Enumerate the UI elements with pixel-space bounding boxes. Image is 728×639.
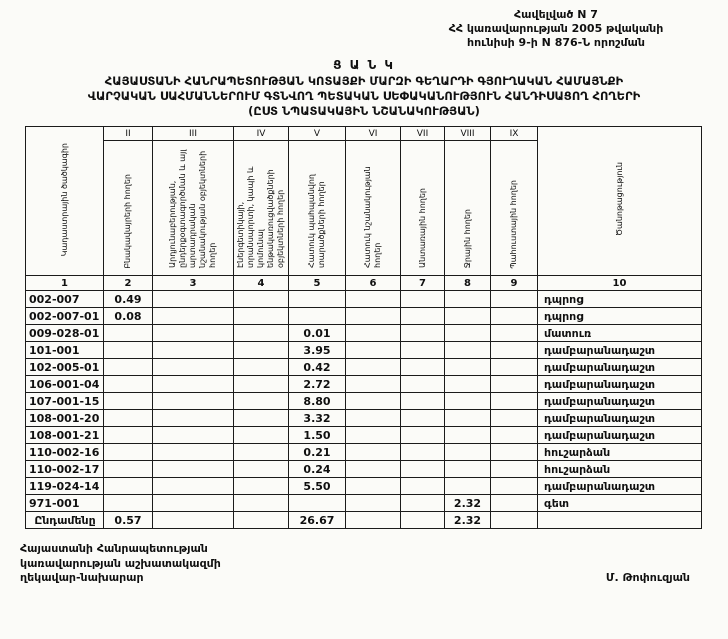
area-value-cell: [445, 342, 491, 359]
area-value-cell: [346, 393, 401, 410]
roman-numeral-iii: III: [153, 127, 234, 141]
purpose-note-cell: դամբարանադաշտ: [538, 359, 702, 376]
table-row: [26, 376, 702, 393]
area-value-cell: [346, 376, 401, 393]
area-value-cell: [346, 512, 401, 529]
table-body: [26, 291, 702, 529]
list-heading: Ց Ա Ն Կ: [333, 58, 395, 73]
table-row: [26, 308, 702, 325]
area-value-cell: [234, 342, 289, 359]
area-value-cell: [401, 512, 445, 529]
purpose-note-cell: դամբարանադաշտ: [538, 427, 702, 444]
appendix-line-3: հունիսի 9-ի N 876-Ն որոշման: [467, 35, 645, 49]
column-header-water-lands: Ջրային հողեր: [445, 141, 491, 276]
area-value-cell: [491, 478, 538, 495]
area-value-cell: [153, 308, 234, 325]
document-title-line-2: ՎԱՐՉԱԿԱՆ ՍԱՀՄԱՆՆԵՐՈՒՄ ԳՏՆՎՈՂ ՊԵՏԱԿԱՆ ՍԵՓԱԿԱՆՈՒԹՅՈՒՆ ՀԱՆԴԻՍԱՑՈՂ ՀՈՂԵՐԻ: [87, 88, 641, 103]
area-value-cell: [491, 444, 538, 461]
area-value-cell: 5.50: [289, 478, 346, 495]
area-value-cell: [153, 291, 234, 308]
cadastral-code-cell: 002-007-01: [26, 308, 104, 325]
column-number: 9: [491, 276, 538, 291]
area-value-cell: [401, 410, 445, 427]
area-value-cell: [491, 393, 538, 410]
area-value-cell: [445, 359, 491, 376]
land-category-table: [25, 126, 702, 529]
table-row: [26, 325, 702, 342]
area-value-cell: [153, 410, 234, 427]
signatory-title-line-3: ղեկավար-նախարար: [20, 571, 144, 584]
area-value-cell: [445, 427, 491, 444]
roman-numeral-iv: IV: [234, 127, 289, 141]
area-value-cell: [445, 461, 491, 478]
area-value-cell: [346, 427, 401, 444]
cadastral-code-cell: 002-007: [26, 291, 104, 308]
area-value-cell: [289, 308, 346, 325]
purpose-note-cell: դամբարանադաշտ: [538, 342, 702, 359]
column-number: 4: [234, 276, 289, 291]
cadastral-code-cell: 106-001-04: [26, 376, 104, 393]
area-value-cell: [491, 376, 538, 393]
area-value-cell: [491, 291, 538, 308]
column-number: 10: [538, 276, 702, 291]
column-header-special-purpose-lands: Հատուկ նշանակության հողեր: [346, 141, 401, 276]
area-value-cell: [104, 410, 153, 427]
area-value-cell: [346, 342, 401, 359]
total-label-cell: Ընդամենը: [26, 512, 104, 529]
cadastral-code-cell: 110-002-17: [26, 461, 104, 478]
area-value-cell: [234, 393, 289, 410]
area-value-cell: [491, 427, 538, 444]
area-value-cell: [104, 478, 153, 495]
area-value-cell: [104, 444, 153, 461]
area-value-cell: [346, 308, 401, 325]
area-value-cell: [401, 444, 445, 461]
area-value-cell: [153, 325, 234, 342]
cadastral-code-cell: 119-024-14: [26, 478, 104, 495]
table-row: [26, 410, 702, 427]
area-value-cell: 0.24: [289, 461, 346, 478]
area-value-cell: [346, 325, 401, 342]
cadastral-code-cell: 108-001-21: [26, 427, 104, 444]
table-row: [26, 478, 702, 495]
column-number-row: [26, 276, 702, 291]
roman-numeral-ix: IX: [491, 127, 538, 141]
area-value-cell: [153, 512, 234, 529]
area-value-cell: [153, 342, 234, 359]
area-value-cell: [104, 359, 153, 376]
cadastral-code-cell: 971-001: [26, 495, 104, 512]
column-header-residential-lands: Բնակավայրերի հողեր: [104, 141, 153, 276]
area-value-cell: [401, 376, 445, 393]
area-value-cell: 0.49: [104, 291, 153, 308]
area-value-cell: 0.21: [289, 444, 346, 461]
area-value-cell: 3.32: [289, 410, 346, 427]
area-value-cell: [346, 461, 401, 478]
column-number: 3: [153, 276, 234, 291]
area-value-cell: [104, 325, 153, 342]
purpose-note-cell: դպրոց: [538, 291, 702, 308]
roman-numeral-viii: VIII: [445, 127, 491, 141]
table-row: [26, 495, 702, 512]
signatory-title-line-1: Հայաստանի Հանրապետության: [20, 542, 208, 556]
area-value-cell: [491, 512, 538, 529]
area-value-cell: [234, 291, 289, 308]
table-row: [26, 444, 702, 461]
area-value-cell: [491, 325, 538, 342]
area-value-cell: [104, 393, 153, 410]
notes-header-label: Ծանոթացություն: [614, 162, 624, 237]
column-header-notes: [538, 127, 702, 276]
purpose-note-cell: հուշարձան: [538, 461, 702, 478]
area-value-cell: [491, 342, 538, 359]
column-number: 2: [104, 276, 153, 291]
area-value-cell: [346, 359, 401, 376]
area-value-cell: [491, 308, 538, 325]
area-value-cell: [401, 393, 445, 410]
area-value-cell: [445, 393, 491, 410]
document-title: [0, 74, 728, 118]
area-value-cell: [491, 410, 538, 427]
total-row: [26, 512, 702, 529]
column-header-forest-lands: Անտառային հողեր: [401, 141, 445, 276]
area-value-cell: [491, 359, 538, 376]
area-value-cell: 3.95: [289, 342, 346, 359]
column-header-infrastructure-lands: Էներգետիկայի, տրանսպորտի, կապի և կոմունալ ենթակառուցվածքների օբյեկտների հողեր: [234, 141, 289, 276]
purpose-note-cell: դամբարանադաշտ: [538, 376, 702, 393]
cadastral-code-cell: 107-001-15: [26, 393, 104, 410]
purpose-note-cell: [538, 512, 702, 529]
area-value-cell: [401, 495, 445, 512]
area-value-cell: [104, 461, 153, 478]
area-value-cell: [346, 478, 401, 495]
area-value-cell: [445, 291, 491, 308]
area-value-cell: [401, 325, 445, 342]
area-value-cell: [153, 427, 234, 444]
area-value-cell: [153, 461, 234, 478]
area-value-cell: [491, 461, 538, 478]
cadastral-code-cell: 101-001: [26, 342, 104, 359]
area-value-cell: [401, 427, 445, 444]
area-value-cell: [401, 461, 445, 478]
roman-numeral-vii: VII: [401, 127, 445, 141]
area-value-cell: [491, 495, 538, 512]
area-value-cell: 8.80: [289, 393, 346, 410]
appendix-reference: [406, 8, 706, 49]
column-number: 8: [445, 276, 491, 291]
column-number: 1: [26, 276, 104, 291]
roman-numeral-ii: II: [104, 127, 153, 141]
area-value-cell: [153, 393, 234, 410]
column-number: 7: [401, 276, 445, 291]
cadastral-code-cell: 102-005-01: [26, 359, 104, 376]
roman-numeral-vi: VI: [346, 127, 401, 141]
area-value-cell: 2.32: [445, 495, 491, 512]
purpose-note-cell: դպրոց: [538, 308, 702, 325]
area-value-cell: [346, 291, 401, 308]
document-title-line-3: (ԸՍՏ ՆՊԱՏԱԿԱՅԻՆ ՆՇԱՆԱԿՈՒԹՅԱՆ): [248, 103, 480, 118]
table-row: [26, 461, 702, 478]
area-value-cell: [346, 444, 401, 461]
purpose-note-cell: դամբարանադաշտ: [538, 478, 702, 495]
column-number: 5: [289, 276, 346, 291]
table-row: [26, 393, 702, 410]
area-value-cell: [104, 427, 153, 444]
area-value-cell: 0.08: [104, 308, 153, 325]
area-value-cell: [401, 359, 445, 376]
purpose-note-cell: գետ: [538, 495, 702, 512]
area-value-cell: [401, 308, 445, 325]
area-value-cell: [104, 495, 153, 512]
table-row: [26, 427, 702, 444]
purpose-note-cell: մատուռ: [538, 325, 702, 342]
signatory-title-block: [20, 542, 221, 585]
area-value-cell: [153, 359, 234, 376]
area-value-cell: [153, 495, 234, 512]
column-header-cadastral-code: [26, 127, 104, 276]
cadastral-code-cell: 110-002-16: [26, 444, 104, 461]
area-value-cell: [234, 410, 289, 427]
cadastral-code-cell: 009-028-01: [26, 325, 104, 342]
area-value-cell: [234, 308, 289, 325]
area-value-cell: [401, 342, 445, 359]
document-title-line-1: ՀԱՅԱՍՏԱՆԻ ՀԱՆՐԱՊԵՏՈՒԹՅԱՆ ԿՈՏԱՅՔԻ ՄԱՐԶԻ ԳԵՂԱՐԴԻ ԳՅՈՒՂԱԿԱՆ ՀԱՄԱՅՆՔԻ: [104, 74, 624, 89]
area-value-cell: [153, 376, 234, 393]
area-value-cell: [234, 359, 289, 376]
appendix-line-1: Հավելված N 7: [514, 8, 598, 21]
area-value-cell: 1.50: [289, 427, 346, 444]
area-value-cell: 0.57: [104, 512, 153, 529]
signatory-name: Մ. Թոփուզյան: [605, 571, 690, 584]
column-header-protected-area-lands: Հատուկ պահպանվող տարածքների հողեր: [289, 141, 346, 276]
column-header-reserve-lands: Պահուստային հողեր: [491, 141, 538, 276]
area-value-cell: 2.72: [289, 376, 346, 393]
area-value-cell: [234, 444, 289, 461]
roman-numeral-v: V: [289, 127, 346, 141]
area-value-cell: [289, 495, 346, 512]
table-row: [26, 359, 702, 376]
appendix-line-2: ՀՀ կառավարության 2005 թվականի: [448, 21, 664, 35]
cadastral-code-cell: 108-001-20: [26, 410, 104, 427]
area-value-cell: [234, 325, 289, 342]
column-number: 6: [346, 276, 401, 291]
area-value-cell: [153, 478, 234, 495]
table-row: [26, 342, 702, 359]
area-value-cell: [234, 376, 289, 393]
area-value-cell: 0.42: [289, 359, 346, 376]
area-value-cell: [234, 478, 289, 495]
area-value-cell: [104, 376, 153, 393]
area-value-cell: [445, 478, 491, 495]
area-value-cell: [445, 325, 491, 342]
area-value-cell: 0.01: [289, 325, 346, 342]
column-header-industrial-lands: Արդյունաբերության, ընդերքօգտագործման և այլ արտադրական նշանակության օբյեկտների հողեր: [153, 141, 234, 276]
area-value-cell: 2.32: [445, 512, 491, 529]
area-value-cell: [445, 444, 491, 461]
document-footer: [20, 542, 690, 585]
roman-numeral-row: [26, 127, 702, 141]
area-value-cell: [289, 291, 346, 308]
area-value-cell: [445, 410, 491, 427]
signatory-title-line-2: կառավարության աշխատակազմի: [20, 556, 221, 570]
area-value-cell: [234, 512, 289, 529]
area-value-cell: [445, 376, 491, 393]
scanned-document-page: [0, 8, 728, 639]
table-row: [26, 291, 702, 308]
purpose-note-cell: դամբարանադաշտ: [538, 393, 702, 410]
area-value-cell: [346, 495, 401, 512]
purpose-note-cell: հուշարձան: [538, 444, 702, 461]
area-value-cell: [401, 478, 445, 495]
area-value-cell: [346, 410, 401, 427]
area-value-cell: [445, 308, 491, 325]
cadastral-code-header-label: Կադաստրային ծածկագիր: [59, 142, 69, 257]
area-value-cell: [401, 291, 445, 308]
area-value-cell: [234, 427, 289, 444]
area-value-cell: [234, 461, 289, 478]
purpose-note-cell: դամբարանադաշտ: [538, 410, 702, 427]
area-value-cell: [234, 495, 289, 512]
area-value-cell: [153, 444, 234, 461]
area-value-cell: 26.67: [289, 512, 346, 529]
area-value-cell: [104, 342, 153, 359]
